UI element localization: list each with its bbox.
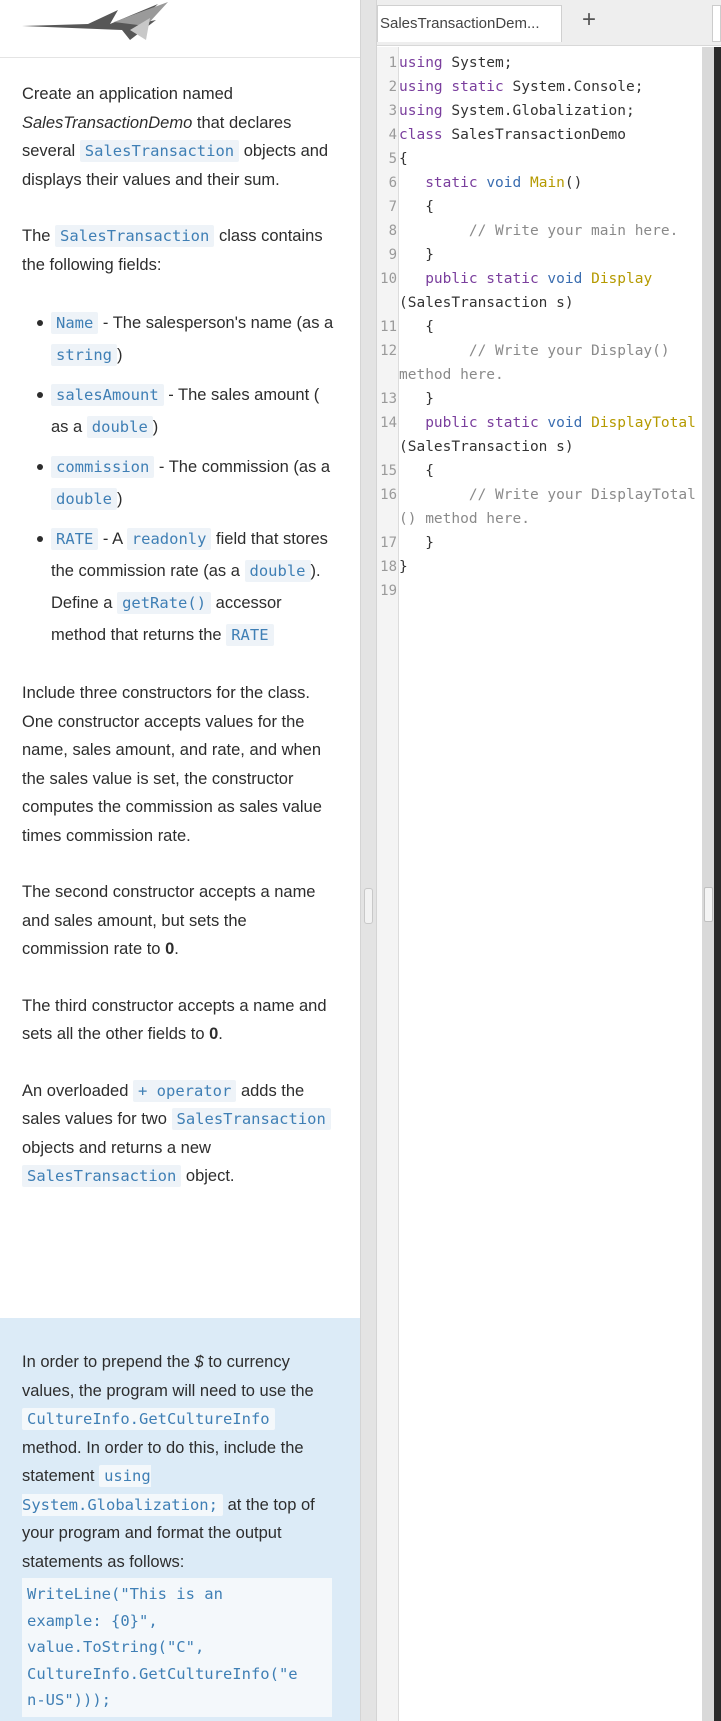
note-box [0,1318,360,1721]
keyword: using static [399,79,504,95]
pane-splitter[interactable] [360,0,377,1721]
text: In order to prepend the [22,1353,190,1371]
comment: method here. [399,367,504,383]
type-keyword: void [538,415,583,431]
comment: // Write your DisplayTotal [399,487,696,503]
code-line-wrap [399,507,681,531]
indent [399,271,425,287]
second-constructor-paragraph [22,878,336,964]
currency-symbol: $ [194,1353,204,1371]
code-line [388,195,681,219]
text: An overloaded [22,1081,129,1100]
inline-code: using System.Globalization; [22,1465,223,1516]
line-number: 17 [380,535,397,551]
keyword: public static [425,271,539,287]
code-text: } [399,535,434,551]
line-number: 13 [380,391,397,407]
code-line [380,531,681,555]
code-line [388,51,681,75]
line-number: 18 [380,559,397,575]
code-text: System.Console; [503,79,644,95]
line-number: 16 [380,487,397,503]
method-name: DisplayTotal [582,415,696,431]
inline-code: Name [51,312,98,334]
code-line [388,171,681,195]
text: at the top of your program and format the output statements as follows: [22,1495,315,1571]
bold-value: 0 [165,940,175,958]
inline-code: SalesTransaction [55,225,214,247]
code-editor [377,0,721,1721]
code-text: (SalesTransaction s) [399,295,574,311]
text: - A [102,530,123,548]
code-line [388,243,681,267]
text: objects and displays their values and their sum. [22,142,329,189]
intro-paragraph [22,80,336,194]
inline-code: RATE [51,528,98,550]
line-number: 10 [380,271,397,287]
inline-code: string [51,344,117,366]
note-text [22,1348,336,1717]
code-line [388,219,681,243]
code-line-wrap [399,291,681,315]
line-number: 11 [380,319,397,335]
code-line [380,459,681,483]
header-divider [0,57,360,58]
constructors-paragraph: Include three constructors for the class. One constructor accepts values for the name, sales amount, and rate, and when the sales value is set, the constructor computes the commission as sales value times commission rate. [22,684,322,845]
comment: // Write your main here. [399,223,679,239]
text: . [218,1025,223,1043]
code-text: { [399,151,408,167]
code-text: { [399,463,434,479]
code-text: System.Globalization; [442,103,635,119]
editor-tab-bar [377,0,721,46]
inline-code: double [245,560,311,582]
operator-paragraph [22,1077,336,1191]
field-list [22,307,336,651]
inline-code: double [87,416,153,438]
line-number-gutter [377,47,399,1721]
code-line [380,315,681,339]
text: - The commission (as a [158,458,331,476]
panel-header [0,0,360,58]
brand-logo-icon [18,0,208,58]
text: method. In order to do this, include the statement [22,1438,304,1485]
text: ) [117,490,123,508]
comment: () method here. [399,511,530,527]
line-number: 9 [388,247,397,263]
inline-code: double [51,488,117,510]
code-line [380,339,681,363]
inline-code: readonly [127,528,212,550]
inline-code: SalesTransaction [22,1165,181,1187]
code-example: WriteLine("This is an example: {0}", value.ToString("C", CultureInfo.GetCultureInfo("e n-US"))); [22,1578,332,1717]
text: accessor method that returns the [51,594,282,644]
code-line [380,483,696,507]
method-name: Main [521,175,565,191]
instructions-panel [0,0,360,1721]
code-text: } [399,247,434,263]
inline-code: commission [51,456,154,478]
code-line [380,387,681,411]
class-fields-paragraph [22,222,336,279]
text: field that stores the commission rate (as a [51,530,328,580]
text: - The salesperson's name (as a [102,314,334,332]
type-keyword: void [477,175,522,191]
text: The second constructor accepts a name and sales amount, but sets the commission rate to [22,883,316,958]
list-item [22,451,336,515]
text: ). Define a [51,562,321,612]
line-number: 12 [380,343,397,359]
inline-code: + operator [133,1080,236,1102]
code-line [380,555,681,579]
text: to currency values, the program will need to use the [22,1353,314,1400]
line-number: 1 [388,55,397,71]
inline-code: salesAmount [51,384,164,406]
list-item [22,379,336,443]
indent [399,415,425,431]
code-line [388,99,681,123]
code-text: { [399,199,434,215]
indent [399,175,425,191]
keyword: using [399,55,443,71]
text: ) [152,418,159,436]
type-keyword: void [538,271,583,287]
text: object. [185,1167,235,1185]
inline-code: getRate() [117,592,211,614]
instructions-text [22,80,336,1219]
text: - The sales amount ( as a [51,386,320,436]
inline-code: SalesTransaction [172,1108,331,1130]
line-number: 6 [388,175,397,191]
line-number: 15 [380,463,397,479]
code-text: System; [442,55,513,71]
line-number: 7 [388,199,397,215]
comment: // Write your Display() [399,343,670,359]
file-tab[interactable]: SalesTransactionDem... [377,5,562,42]
bold-value: 0 [209,1025,219,1043]
line-number: 5 [388,151,397,167]
code-line [380,411,696,435]
text: adds the sales values for two [22,1081,305,1128]
code-text: SalesTransactionDemo [442,127,626,143]
keyword: using [399,103,443,119]
text: ) [117,346,123,364]
code-text: { [399,319,434,335]
third-constructor-paragraph [22,992,336,1049]
code-line [388,147,681,171]
text: The [22,227,51,245]
code-text: () [564,175,583,191]
code-text: } [399,391,434,407]
text: The third constructor accepts a name and sets all the other fields to [22,996,327,1043]
line-number: 14 [380,415,397,431]
code-line [380,579,681,603]
keyword: static [425,175,478,191]
list-item [22,307,336,371]
line-number: 2 [388,79,397,95]
code-text-area[interactable] [380,47,696,1721]
text: class contains the following fields: [22,227,323,274]
list-item [22,523,336,651]
code-line-wrap [399,435,681,459]
text: that declares several [22,113,292,160]
code-line [388,123,681,147]
method-name: Display [582,271,653,287]
splitter-handle[interactable] [364,888,373,924]
code-line [380,267,681,291]
text: Create an application named [22,85,233,103]
inline-code: SalesTransaction [80,140,239,162]
line-number: 8 [388,223,397,239]
keyword: class [399,127,443,143]
line-number: 19 [380,583,397,599]
code-line-wrap [399,363,681,387]
line-number: 4 [388,127,397,143]
text: . [174,940,179,958]
tab-overflow[interactable] [712,5,721,42]
app-name: SalesTransactionDemo [22,113,193,132]
code-line [388,75,681,99]
add-file-button[interactable]: + [581,6,596,33]
text: objects and returns a new [22,1138,211,1157]
code-text: (SalesTransaction s) [399,439,574,455]
keyword: public static [425,415,539,431]
editor-right-edge [714,47,721,1721]
line-number: 3 [388,103,397,119]
scrollbar-thumb[interactable] [704,887,713,922]
code-text: } [399,559,408,575]
inline-code: RATE [226,624,273,646]
inline-code: CultureInfo.GetCultureInfo [22,1408,275,1430]
